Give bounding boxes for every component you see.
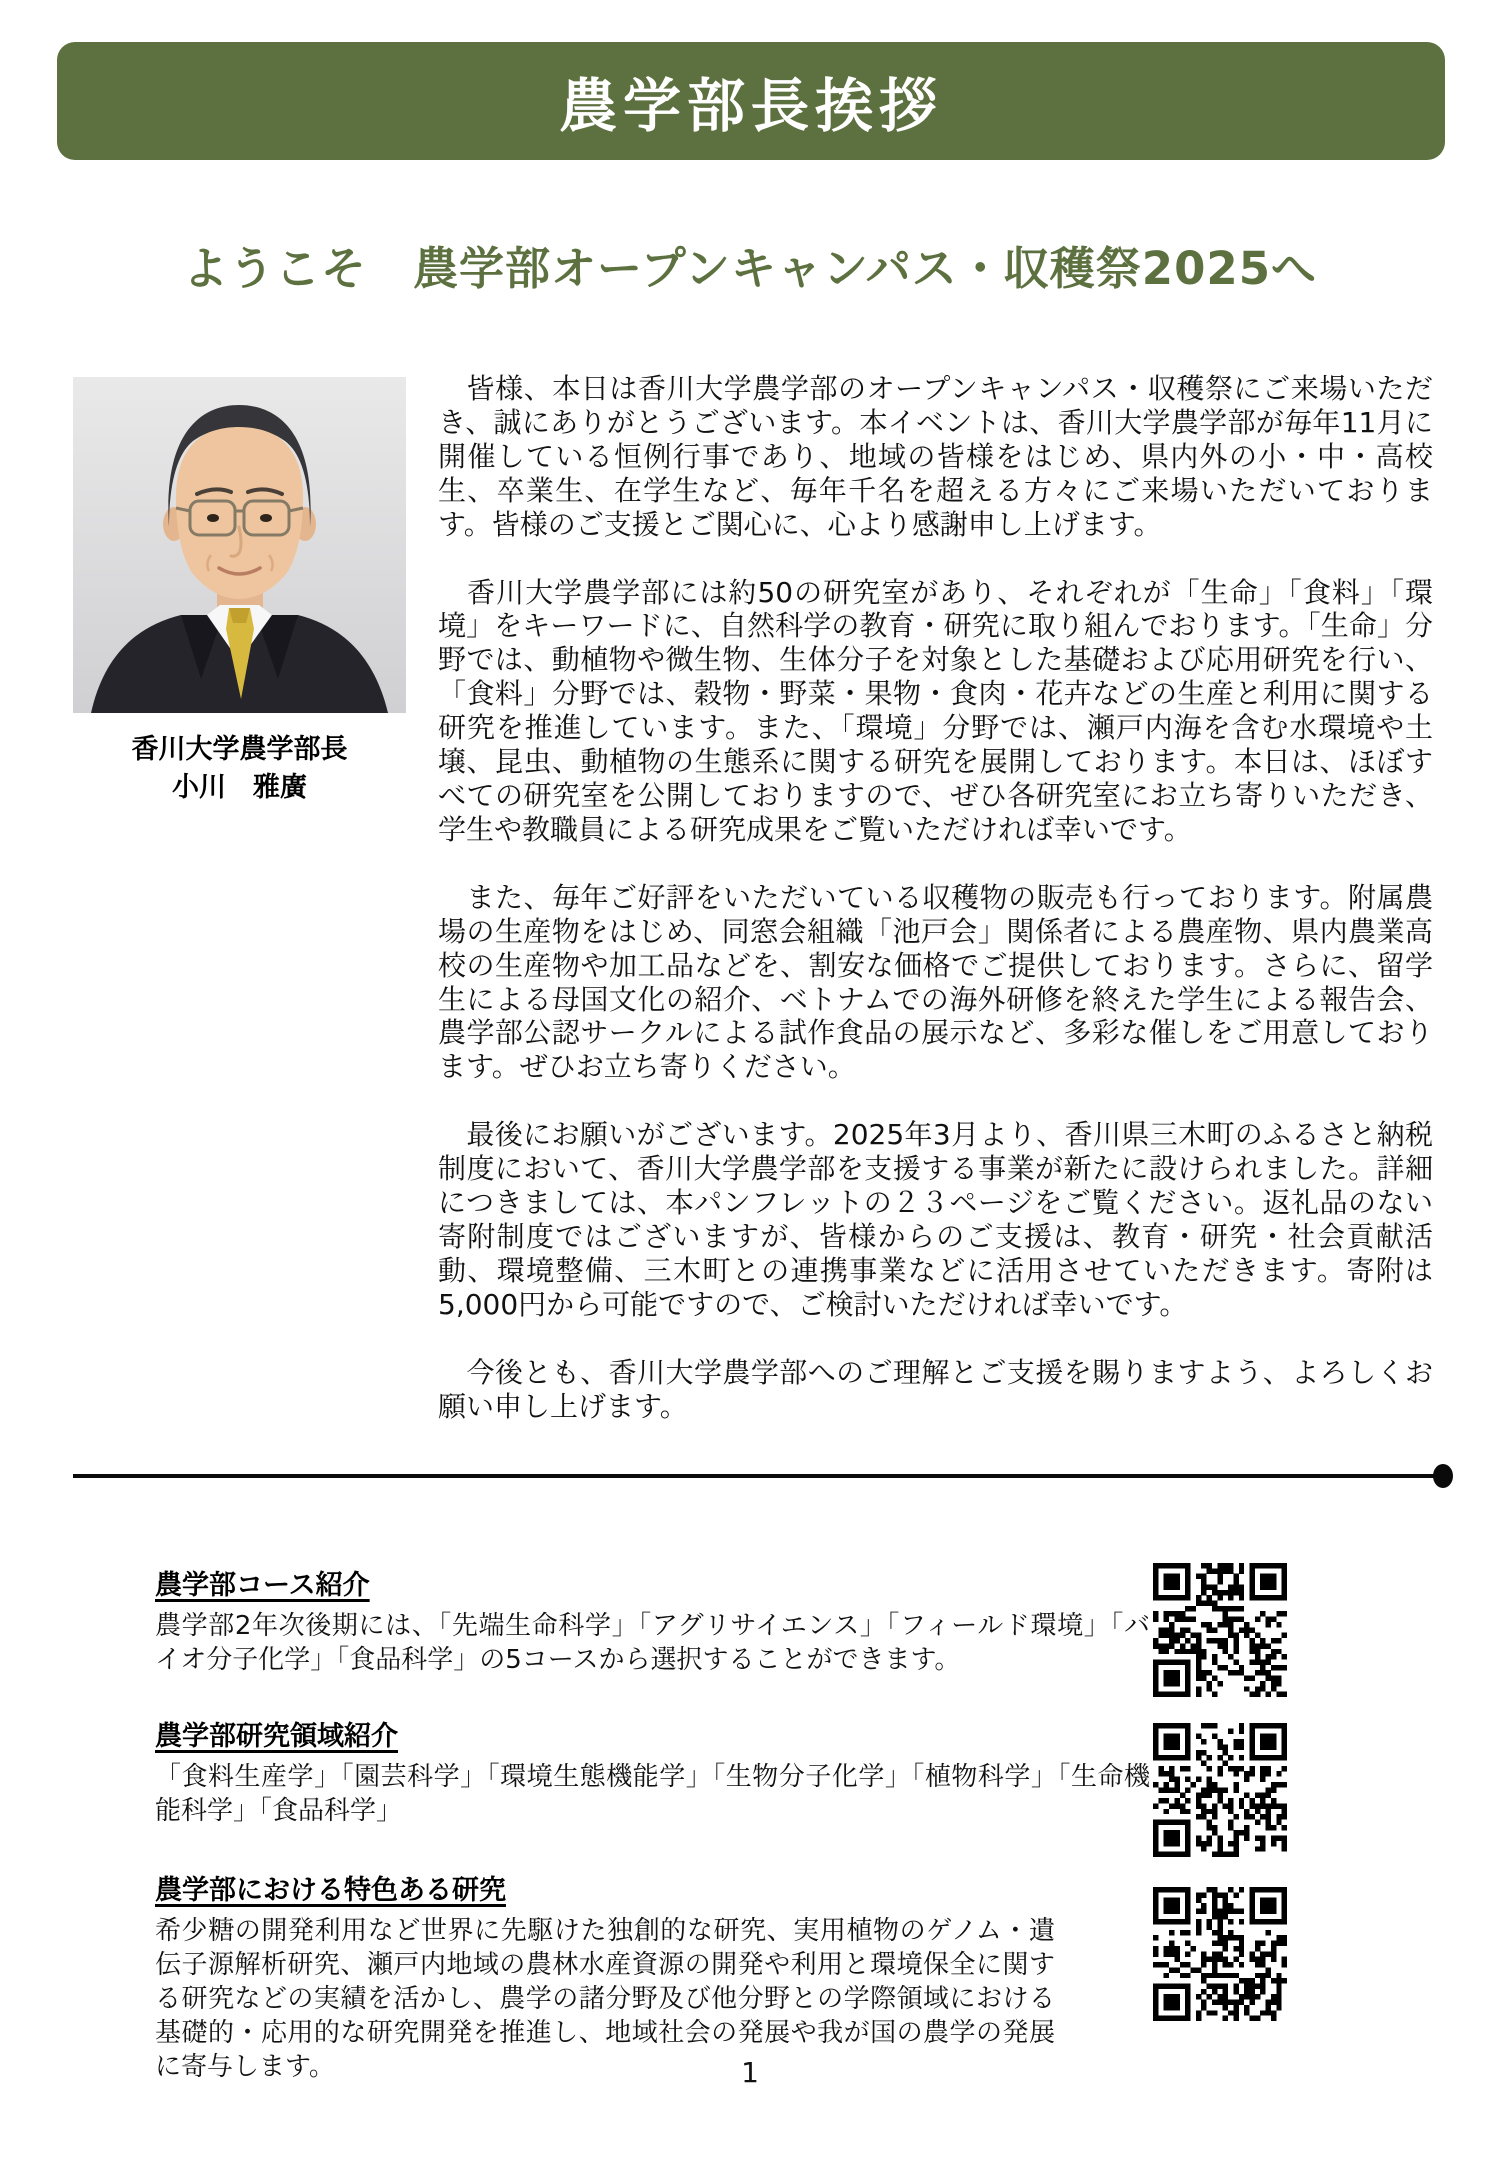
greeting-paragraph: 今後とも、香川大学農学部へのご理解とご支援を賜りますよう、よろしくお願い申し上げます。 — [438, 1355, 1433, 1423]
greeting-paragraph: 最後にお願いがございます。2025年3月より、香川県三木町のふるさと納税制度において、香川大学農学部を支援する事業が新たに設けられました。詳細につきましては、本パンフレットの２３ページをご覧ください。返礼品のない寄附制度ではございますが、皆様からのご支援は、教育・研究・社会貢献活動、環境整備、三木町との連携事業などに活用させていただきます。寄附は5,000円から可能ですので、ご検討いただければ幸いです。 — [438, 1118, 1433, 1321]
qr-code-icon — [1153, 1887, 1287, 2021]
section-research-areas-body: 「食料生産学」「園芸科学」「環境生態機能学」「生物分子化学」「植物科学」「生命機能科学」「食品科学」 — [155, 1762, 1150, 1826]
portrait-illustration — [73, 377, 406, 713]
section-divider — [73, 1474, 1445, 1478]
greeting-paragraph: また、毎年ご好評をいただいている収穫物の販売も行っております。附属農場の生産物をはじめ、同窓会組織「池戸会」関係者による農産物、県内農業高校の生産物や加工品などを、割安な価格でご提供しております。さらに、留学生による母国文化の紹介、ベトナムでの海外研修を終えた学生による報告会、農学部公認サークルによる試作食品の展示など、多彩な催しをご用意しております。ぜひお立ち寄りください。 — [438, 880, 1433, 1084]
section-featured-research — [155, 1868, 1150, 2084]
page-number: 1 — [741, 2056, 759, 2089]
section-featured-research-body: 希少糖の開発利用など世界に先駆けた独創的な研究、実用植物のゲノム・遺伝子源解析研究、瀬戸内地域の農林水産資源の開発や利用と環境保全に関する研究などの実績を活かし、農学の諸分野及び他分野との学際領域における基礎的・応用的な研究開発を推進し、地域社会の発展や我が国の農学の発展に寄与します。 — [155, 1916, 1055, 2082]
dean-caption — [48, 731, 431, 807]
section-featured-research-title: 農学部における特色ある研究 — [155, 1875, 506, 1906]
greeting-paragraph: 皆様、本日は香川大学農学部のオープンキャンパス・収穫祭にご来場いただき、誠にありがとうございます。本イベントは、香川大学農学部が毎年11月に開催している恒例行事であり、地域の皆様をはじめ、県内外の小・中・高校生、卒業生、在学生など、毎年千名を超える方々にご来場いただいております。皆様のご支援とご関心に、心より感謝申し上げます。 — [438, 372, 1433, 541]
divider-end-dot — [1433, 1464, 1453, 1488]
section-research-areas-title: 農学部研究領域紹介 — [155, 1721, 398, 1752]
greeting-text — [438, 372, 1433, 1457]
dean-caption-title: 香川大学農学部長 — [131, 734, 348, 765]
dean-caption-name: 小川 雅廣 — [172, 772, 307, 803]
section-course-body: 農学部2年次後期には、「先端生命科学」「アグリサイエンス」「フィールド環境」「バイオ分子化学」「食品科学」の5コースから選択することができます。 — [155, 1611, 1150, 1675]
section-course-title: 農学部コース紹介 — [155, 1570, 370, 1601]
header-banner — [57, 42, 1445, 160]
qr-code-icon — [1153, 1723, 1287, 1857]
dean-portrait-photo — [73, 377, 406, 713]
greeting-paragraph: 香川大学農学部には約50の研究室があり、それぞれが「生命」「食料」「環境」をキーワードに、自然科学の教育・研究に取り組んでおります。「生命」分野では、動植物や微生物、生体分子を対象とした基礎および応用研究を行い、「食料」分野では、穀物・野菜・果物・食肉・花卉などの生産と利用に関する研究を推進しています。また、「環境」分野では、瀬戸内海を含む水環境や土壌、昆虫、動植物の生態系に関する研究を展開しております。本日は、ほぼすべての研究室を公開しておりますので、ぜひ各研究室にお立ち寄りいただき、学生や教職員による研究成果をご覧いただければ幸いです。 — [438, 575, 1433, 846]
qr-code-icon — [1153, 1563, 1287, 1697]
welcome-title: ようこそ 農学部オープンキャンパス・収穫祭2025へ — [182, 242, 1318, 295]
section-research-areas — [155, 1714, 1150, 1828]
banner-title: 農学部長挨拶 — [558, 72, 943, 140]
section-course-intro — [155, 1563, 1150, 1677]
